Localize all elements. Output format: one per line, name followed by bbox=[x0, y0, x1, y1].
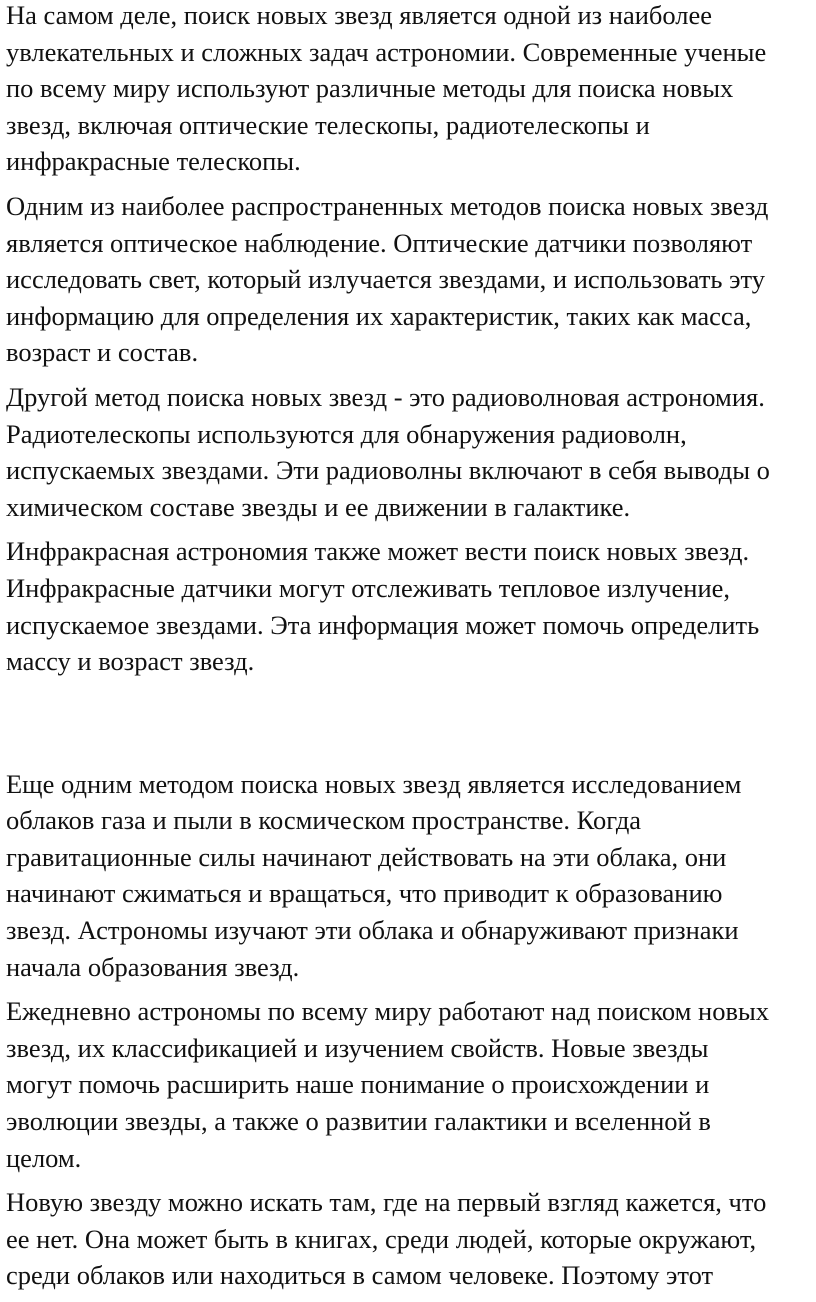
text-line: увлекательных и сложных задач астрономии. Современные ученые bbox=[6, 36, 767, 67]
text-line: звезд, включая оптические телескопы, радиотелескопы и bbox=[6, 109, 650, 140]
paragraph-spacer bbox=[6, 688, 812, 766]
paragraph-gas-clouds bbox=[6, 766, 812, 986]
document-text bbox=[6, 0, 812, 1302]
text-line: целом. bbox=[6, 1142, 82, 1173]
text-line: среди облаков или находиться в самом человеке. Поэтому этот bbox=[6, 1260, 714, 1291]
text-line: звезд. Астрономы изучают эти облака и обнаруживают признаки bbox=[6, 915, 739, 946]
text-line: Ежедневно астрономы по всему миру работают над поиском новых bbox=[6, 996, 770, 1027]
paragraph-optical bbox=[6, 188, 812, 371]
text-line: Радиотелескопы используются для обнаружения радиоволн, bbox=[6, 418, 687, 449]
text-line: Инфракрасная астрономия также может вести поиск новых звезд. bbox=[6, 536, 750, 567]
text-line: инфракрасные телескопы. bbox=[6, 146, 301, 177]
text-line: эволюции звезды, а также о развитии галактики и вселенной в bbox=[6, 1106, 711, 1137]
paragraph-infrared bbox=[6, 533, 812, 679]
text-line: Новую звезду можно искать там, где на первый взгляд кажется, что bbox=[6, 1187, 767, 1218]
text-line: могут помочь расширить наше понимание о происхождении и bbox=[6, 1069, 710, 1100]
text-line: возраст и состав. bbox=[6, 337, 199, 368]
text-line: испускаемых звездами. Эти радиоволны включают в себя выводы о bbox=[6, 455, 770, 486]
text-line: Одним из наиболее распространенных методов поиска новых звезд bbox=[6, 190, 769, 221]
paragraph-new-star bbox=[6, 1184, 812, 1294]
text-line: Еще одним методом поиска новых звезд является исследованием bbox=[6, 768, 742, 799]
paragraph-daily-work bbox=[6, 993, 812, 1176]
text-line: ее нет. Она может быть в книгах, среди людей, которые окружают, bbox=[6, 1223, 757, 1254]
text-line: химическом составе звезды и ее движении в галактике. bbox=[6, 491, 631, 522]
text-line: является оптическое наблюдение. Оптические датчики позволяют bbox=[6, 227, 753, 258]
paragraph-radio bbox=[6, 379, 812, 525]
text-line: Другой метод поиска новых звезд - это радиоволновая астрономия. bbox=[6, 381, 765, 412]
paragraph-intro bbox=[6, 0, 812, 180]
text-line: Инфракрасные датчики могут отслеживать тепловое излучение, bbox=[6, 572, 731, 603]
text-line: облаков газа и пыли в космическом пространстве. Когда bbox=[6, 805, 642, 836]
text-line: массу и возраст звезд. bbox=[6, 646, 255, 677]
text-line: исследовать свет, который излучается звездами, и использовать эту bbox=[6, 264, 765, 295]
text-line: испускаемое звездами. Эта информация может помочь определить bbox=[6, 609, 760, 640]
text-line: На самом деле, поиск новых звезд является одной из наиболее bbox=[6, 0, 713, 30]
text-line: звезд, их классификацией и изучением свойств. Новые звезды bbox=[6, 1032, 709, 1063]
text-line: начала образования звезд. bbox=[6, 951, 300, 982]
text-line: начинают сжиматься и вращаться, что приводит к образованию bbox=[6, 878, 723, 909]
text-line: гравитационные силы начинают действовать на эти облака, они bbox=[6, 841, 727, 872]
text-line: информацию для определения их характеристик, таких как масса, bbox=[6, 300, 752, 331]
text-line: по всему миру используют различные методы для поиска новых bbox=[6, 73, 734, 104]
